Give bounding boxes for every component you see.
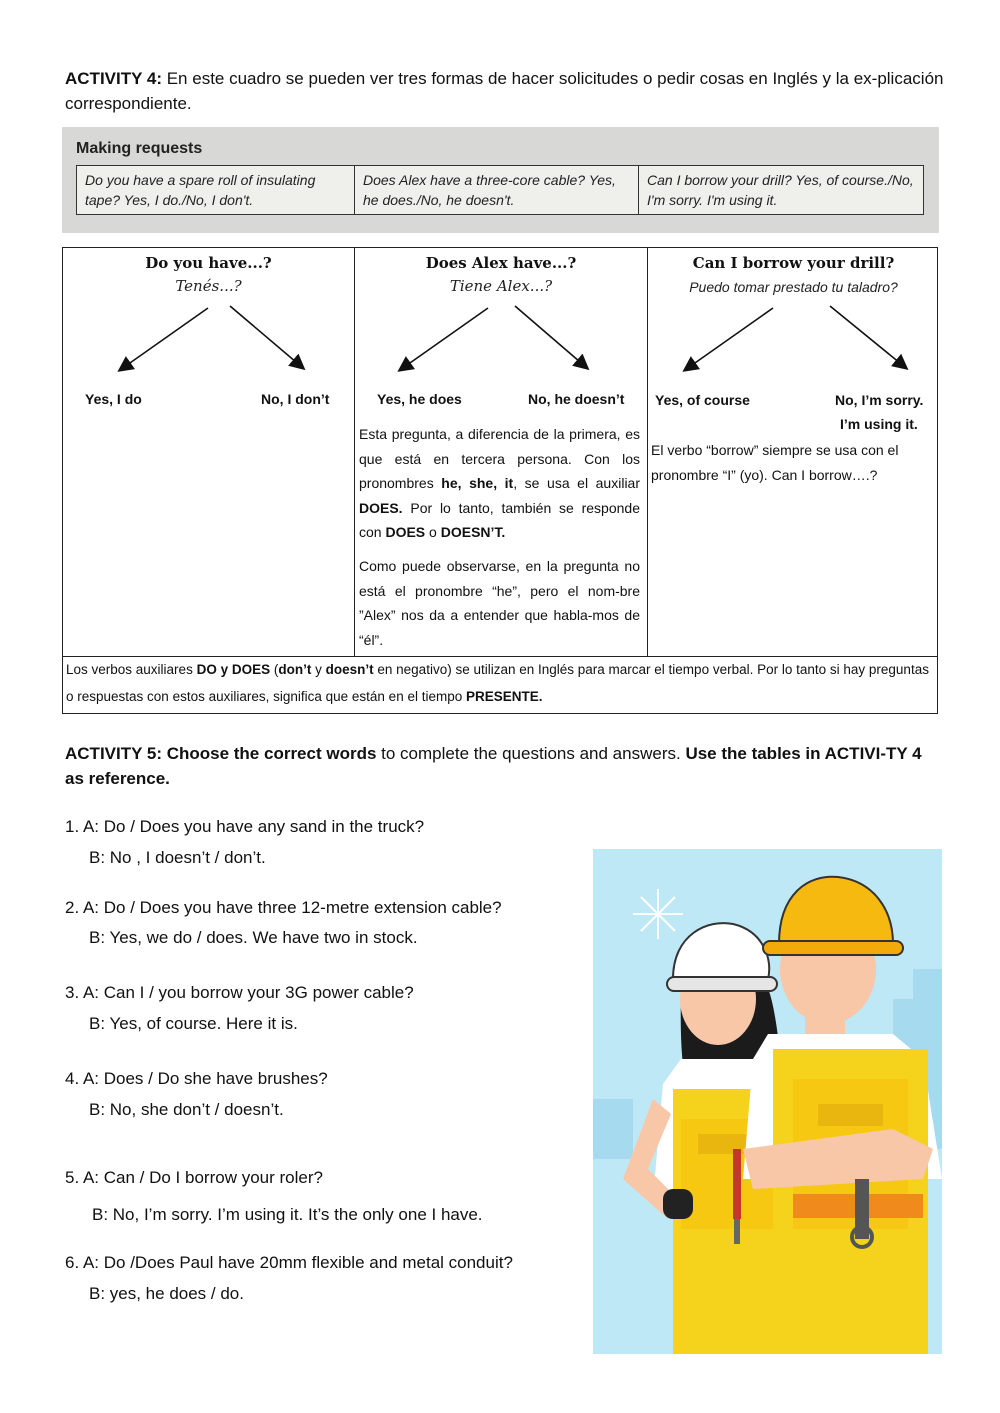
workers-illustration xyxy=(593,849,942,1354)
col1-no: No, I don’t xyxy=(261,391,330,407)
question-1-b: B: No , I doesn’t / don’t. xyxy=(89,848,266,867)
arrow-yes xyxy=(685,308,773,370)
activity5-label: ACTIVITY 5: Choose the correct words xyxy=(65,744,377,763)
activity5-text: to complete the questions and answers. xyxy=(376,744,686,763)
arrows-diagram xyxy=(63,248,939,408)
question-4-b: B: No, she don’t / doesn’t. xyxy=(89,1100,284,1119)
activity5-intro xyxy=(65,741,945,791)
col2-title: Does Alex have...? xyxy=(425,254,577,272)
question-5-a: 5. A: Can / Do I borrow your roler? xyxy=(65,1168,323,1187)
col2-explanation-2: Como puede observarse, en la pregunta no está el pronombre “he”, pero el nom-bre ”Alex” nos da a entender que habla-mos de “él”. xyxy=(359,558,640,648)
making-requests-table xyxy=(76,165,924,215)
col1-title: Do you have...? xyxy=(145,254,272,272)
question-3-a: 3. A: Can I / you borrow your 3G power cable? xyxy=(65,983,414,1002)
arrow-yes xyxy=(400,308,488,370)
col1-subtitle: Tenés...? xyxy=(175,277,242,295)
col1-yes: Yes, I do xyxy=(85,391,142,407)
making-requests-title: Making requests xyxy=(76,140,203,157)
question-2-a: 2. A: Do / Does you have three 12-metre extension cable? xyxy=(65,898,502,917)
question-2-b: B: Yes, we do / does. We have two in stock. xyxy=(89,928,418,947)
activity4-intro xyxy=(65,66,945,116)
arrow-no xyxy=(230,306,303,368)
request-cell: Do you have a spare roll of insulating tape? Yes, I do./No, I don't. xyxy=(77,166,355,214)
col3-note: El verbo “borrow” siempre se usa con el pronombre “I” (yo). Can I borrow….? xyxy=(651,442,899,483)
activity5-reference: Use the tables in ACTIVI-TY 4 as reference. xyxy=(65,744,922,788)
col3-subtitle: Puedo tomar prestado tu taladro? xyxy=(689,279,898,295)
col2-yes: Yes, he does xyxy=(377,391,462,407)
question-6-b: B: yes, he does / do. xyxy=(89,1284,244,1303)
request-cell: Does Alex have a three-core cable? Yes, he does./No, he doesn't. xyxy=(355,166,639,214)
question-5-b: B: No, I’m sorry. I’m using it. It’s the only one I have. xyxy=(92,1205,483,1224)
question-1-a: 1. A: Do / Does you have any sand in the truck? xyxy=(65,817,425,836)
arrow-yes xyxy=(120,308,208,370)
col3-yes: Yes, of course xyxy=(655,392,750,408)
col2-no: No, he doesn’t xyxy=(528,391,625,407)
col2-explanation-1: Esta pregunta, a diferencia de la primera, es que está en tercera persona. Con los pronombres he, she, it, se usa el auxiliar DOES. Por lo tanto, también se responde con DOES o DOESN’T. xyxy=(359,426,640,540)
question-4-a: 4. A: Does / Do she have brushes? xyxy=(65,1069,328,1088)
activity4-label: ACTIVITY 4: xyxy=(65,69,162,88)
activity4-text: En este cuadro se pueden ver tres formas de hacer solicitudes o pedir cosas en Inglés y la ex-plicación correspondiente. xyxy=(65,69,944,113)
col3-no-continued: I’m using it. xyxy=(840,416,918,432)
arrow-no xyxy=(830,306,906,368)
col2-subtitle: Tiene Alex...? xyxy=(449,277,553,295)
auxiliary-verbs-note: Los verbos auxiliares DO y DOES (don’t y doesn’t en negativo) se utilizan en Inglés para marcar el tiempo verbal. Por lo tanto si hay preguntas o respuestas con estos auxiliares, significa que están en el tiempo PRESENTE. xyxy=(66,662,929,704)
request-cell: Can I borrow your drill? Yes, of course./No, I'm sorry. I'm using it. xyxy=(647,172,914,208)
col3-title: Can I borrow your drill? xyxy=(692,254,895,272)
workers-image xyxy=(593,849,942,1354)
col3-no: No, I’m sorry. xyxy=(835,392,924,408)
question-3-b: B: Yes, of course. Here it is. xyxy=(89,1014,298,1033)
explanation-table xyxy=(62,247,938,714)
question-6-a: 6. A: Do /Does Paul have 20mm flexible and metal conduit? xyxy=(65,1253,513,1272)
arrow-no xyxy=(515,306,587,368)
